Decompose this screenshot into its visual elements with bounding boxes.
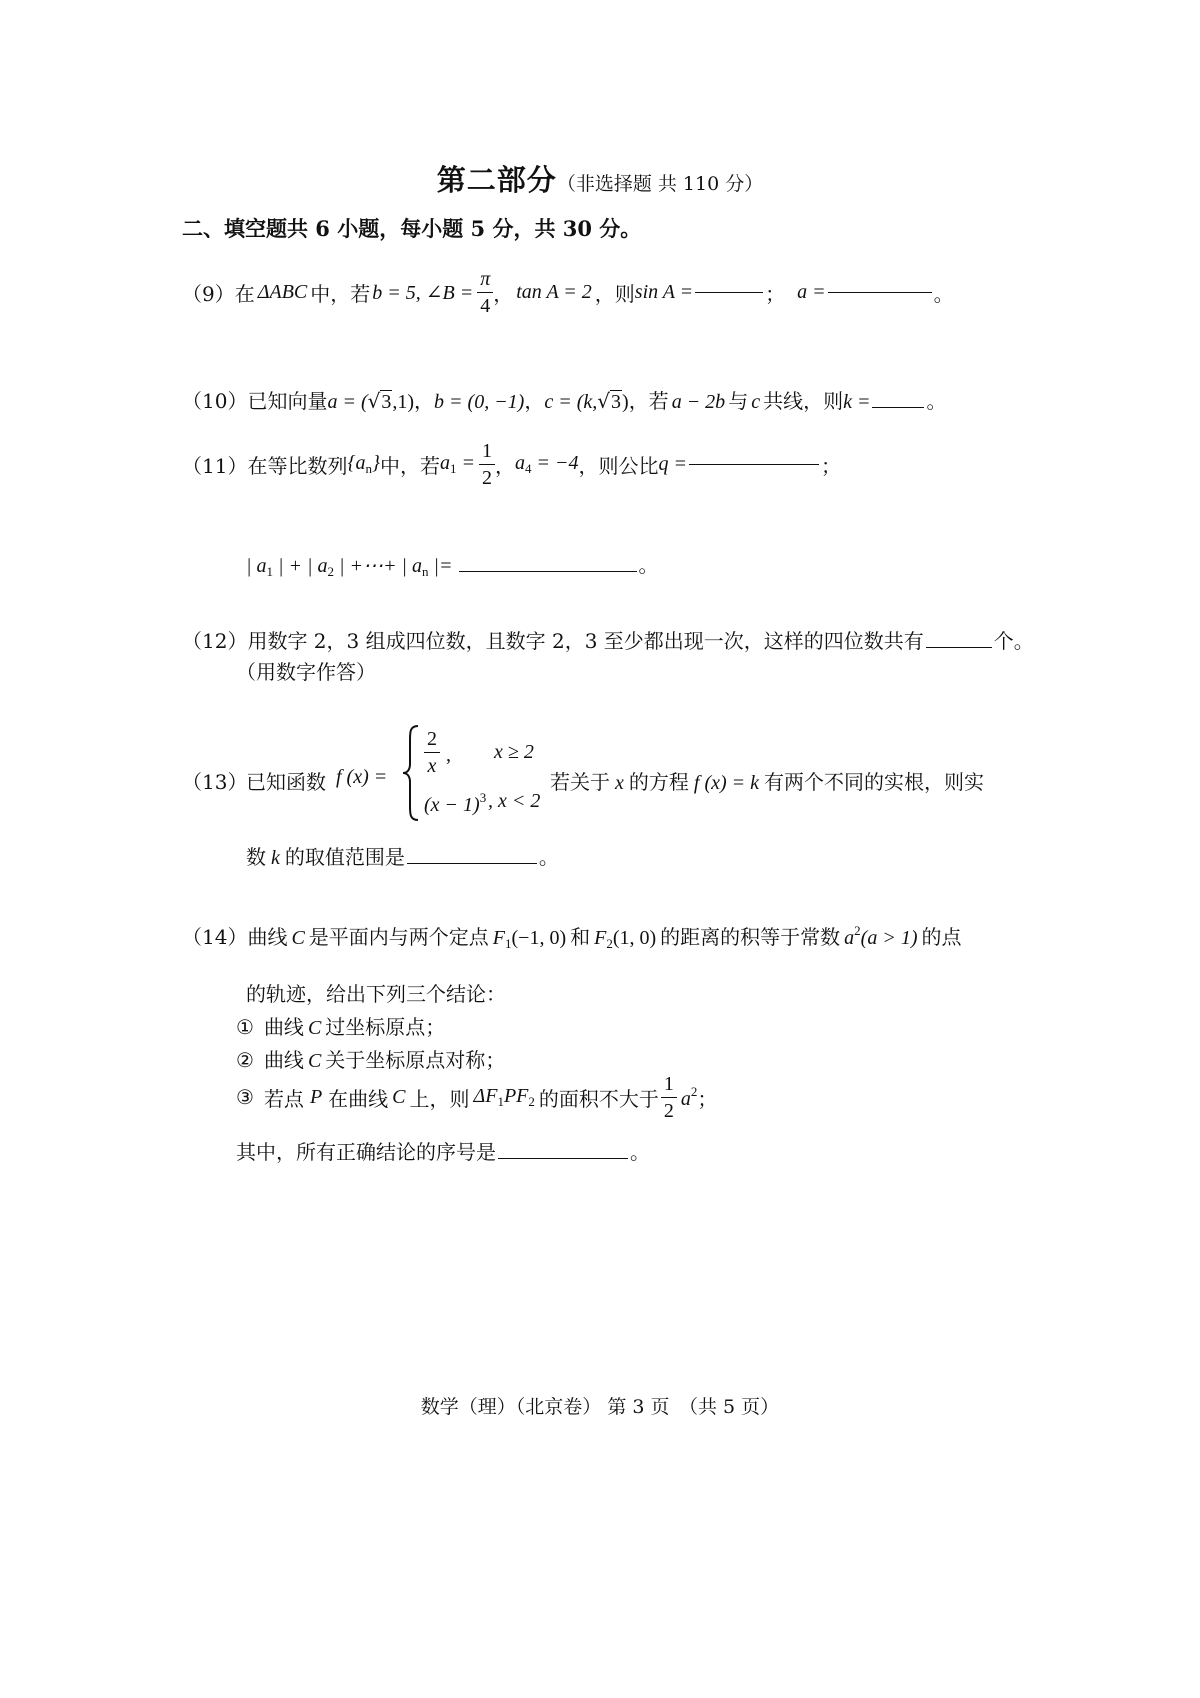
circled-two-icon: ② xyxy=(236,1048,254,1072)
q10-vector-b: b = (0, −1) xyxy=(434,391,525,413)
q9-fraction xyxy=(477,266,493,319)
q14-fraction xyxy=(661,1071,677,1124)
fraction-numerator: 1 xyxy=(481,439,492,462)
q11-a4: $a_4 = -4$ xyxy=(514,451,579,476)
q9-text: ， xyxy=(493,281,514,306)
q14-item-3: ③ 若点 P 在曲线 C 上，则 $\Delta F_1PF_2$ 的面积不大于 $\frac{1}{2}$ $a^2$ ； xyxy=(236,1072,718,1122)
q11-text: 中，若 xyxy=(379,453,440,478)
q12-note: （用数字作答） xyxy=(236,660,376,684)
constant-a-squared: $a^2$ xyxy=(844,923,861,949)
section-heading: 二、填空题共 6 小题，每小题 5 分，共 30 分。 xyxy=(182,216,642,241)
q9-triangle: ΔABC xyxy=(257,280,308,303)
q13-text: 已知函数 xyxy=(246,770,326,794)
fraction-numerator: 2 xyxy=(427,728,437,750)
case-1-comma: , xyxy=(446,744,451,766)
part-subtitle: （非选择题 共 110 分） xyxy=(556,173,764,195)
q9-end: 。 xyxy=(933,281,954,306)
sqrt-icon: √ xyxy=(597,389,611,413)
sqrt-argument: 3 xyxy=(611,391,622,413)
q10-k: k = xyxy=(843,391,871,413)
q11-a1: $a_1$ = xyxy=(439,451,475,476)
case-1-condition: x ≥ 2 xyxy=(494,741,534,763)
q9-text: ； xyxy=(765,281,786,306)
q10-c: c xyxy=(751,391,761,413)
q11-q: q = xyxy=(658,452,687,475)
q12-end: 个。 xyxy=(993,629,1034,653)
page-title xyxy=(0,158,1200,199)
q11-sequence: $\{a_n\}$ xyxy=(347,451,380,476)
circled-one-icon: ① xyxy=(236,1015,254,1039)
q12-text: 用数字 2，3 组成四位数，且数字 2，3 至少都出现一次，这样的四位数共有 xyxy=(247,629,924,653)
q10-expression: a − 2b xyxy=(671,391,726,413)
sqrt-icon: √ xyxy=(367,389,381,413)
fraction-numerator: π xyxy=(480,267,491,290)
fraction-denominator: 2 xyxy=(479,464,495,491)
triangle-f1pf2: $\Delta F_1PF_2$ xyxy=(473,1084,535,1109)
q11-text: ； xyxy=(820,453,841,478)
question-9 xyxy=(182,262,954,322)
q13-number: （13） xyxy=(182,770,248,794)
q14-item-2: ② 曲线 C 关于坐标原点对称； xyxy=(236,1048,506,1072)
case-2-condition: , x < 2 xyxy=(488,790,541,812)
page-footer: 数学（理）（北京卷） 第 3 页 （共 5 页） xyxy=(420,1396,780,1418)
part-title: 第二部分 xyxy=(436,163,557,197)
q10-vector-c-end: ) xyxy=(622,391,629,413)
answer-blank[interactable] xyxy=(926,646,992,648)
q10-text: 共线，则 xyxy=(763,389,844,413)
left-brace-icon xyxy=(400,724,422,822)
case-2-expression: $(x - 1)^3$ xyxy=(424,790,487,816)
question-11-line-2 xyxy=(246,549,659,580)
q11-end: 。 xyxy=(638,553,659,577)
q13-tail: 若关于 x 的方程 f (x) = k 有两个不同的实根，则实 xyxy=(550,770,985,794)
sqrt-argument: 3 xyxy=(381,391,392,413)
q10-end: 。 xyxy=(926,389,947,413)
q13-function: f (x) = xyxy=(336,766,388,788)
q14-item-1: ① 曲线 C 过坐标原点； xyxy=(236,1015,446,1039)
q13-line-2: 数 k 的取值范围是 。 xyxy=(246,845,559,869)
q10-text: 与 xyxy=(728,389,749,413)
question-14: （14） 曲线 C 是平面内与两个定点 $F_1$ (−1, 0) 和 $F_2$ (1, 0) 的距离的积等于常数 $a^2$ (a > 1) 的点 xyxy=(182,923,962,951)
answer-blank[interactable] xyxy=(689,463,819,465)
q9-a: a = xyxy=(797,280,826,303)
q9-text: ，则 xyxy=(594,281,635,306)
q10-number: （10） xyxy=(182,389,248,413)
q10-text: 已知向量 xyxy=(247,389,328,413)
q12-number: （12） xyxy=(182,629,248,653)
case-1-fraction xyxy=(424,726,440,779)
fraction-denominator: 4 xyxy=(477,292,493,319)
q11-text: 在等比数列 xyxy=(247,453,348,478)
q14-number: （14） xyxy=(182,925,248,949)
answer-blank[interactable] xyxy=(872,406,924,408)
q10-text: ， xyxy=(414,389,435,413)
point-f2: $F_2$ xyxy=(594,927,613,951)
answer-blank[interactable] xyxy=(407,862,537,864)
point-f1: $F_1$ xyxy=(492,927,512,951)
circled-three-icon: ③ xyxy=(236,1085,254,1109)
fraction-numerator: 1 xyxy=(663,1072,674,1095)
answer-blank[interactable] xyxy=(498,1157,628,1159)
q10-vector-a-end: ,1) xyxy=(392,391,415,413)
q10-text: ， xyxy=(524,389,545,413)
fraction-denominator: x xyxy=(424,752,440,779)
question-11 xyxy=(182,434,841,494)
q11-text: ， xyxy=(494,453,515,478)
q11-number: （11） xyxy=(182,453,248,478)
answer-blank[interactable] xyxy=(695,291,763,293)
q9-condition: b = 5, ∠B = xyxy=(372,281,474,304)
q14-last-line: 其中，所有正确结论的序号是 。 xyxy=(236,1140,650,1164)
q11-fraction xyxy=(479,438,495,491)
q10-vector-c: c = (k, xyxy=(544,391,598,413)
q9-tan: tan A = 2 xyxy=(516,280,592,303)
q9-text: 在 xyxy=(234,281,255,306)
q9-text: 中，若 xyxy=(310,281,371,306)
q10-text: ，若 xyxy=(628,389,669,413)
answer-blank[interactable] xyxy=(828,291,932,293)
answer-blank[interactable] xyxy=(459,570,637,572)
question-10 xyxy=(182,385,946,414)
q11-text: ，则公比 xyxy=(578,453,659,478)
question-12 xyxy=(182,625,1034,654)
q14-line-2: 的轨迹，给出下列三个结论： xyxy=(246,982,506,1006)
q9-sin: sin A = xyxy=(634,280,694,303)
q10-vector-a: a = ( xyxy=(327,391,368,413)
abs-sum: | $a_1$ | + | $a_2$ | +⋯+ | $a_n$ |= xyxy=(246,555,453,579)
q9-number: （9） xyxy=(182,281,235,306)
fraction-denominator: 2 xyxy=(661,1097,677,1124)
